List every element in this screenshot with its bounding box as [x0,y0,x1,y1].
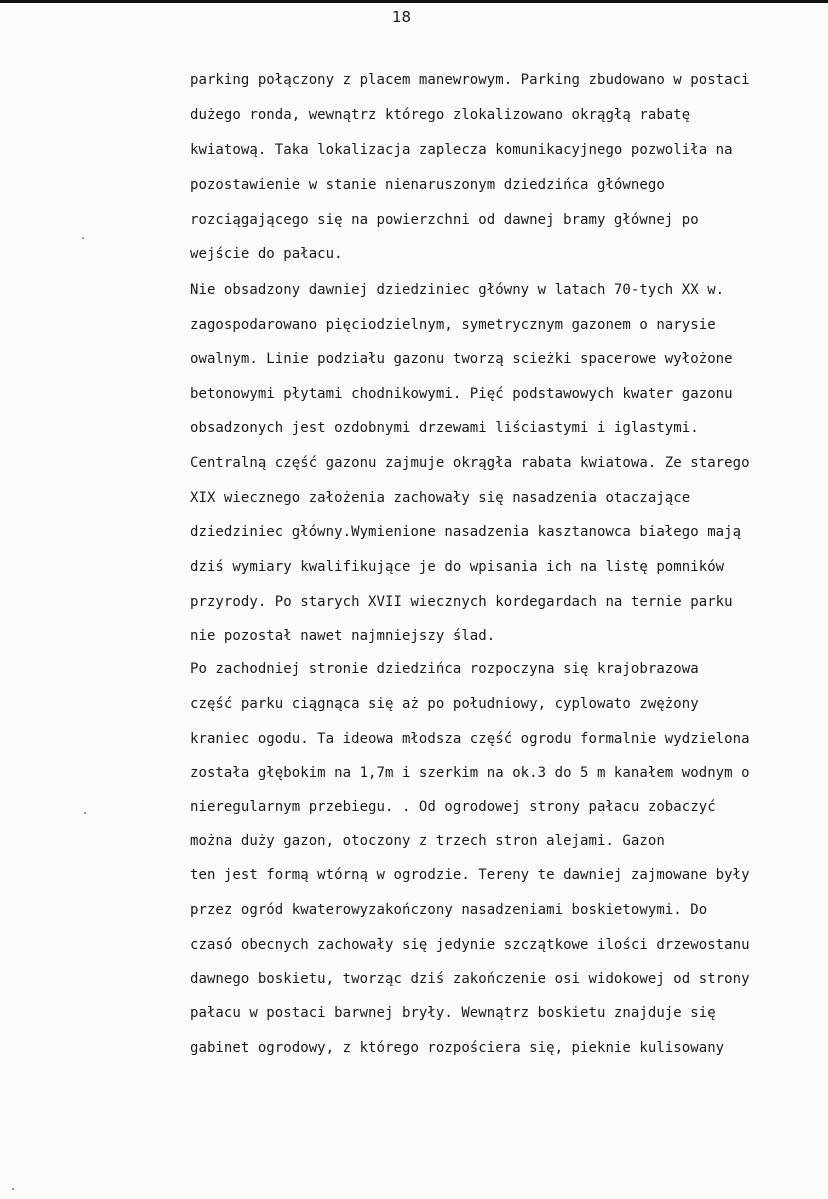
text-line: dziedziniec główny.Wymienione nasadzenia kasztanowca białego mają [190,524,742,540]
page-number: 18 [392,8,412,26]
text-line: XIX wiecznego założenia zachowały się nasadzenia otaczające [190,490,691,506]
text-line: gabinet ogrodowy, z którego rozpościera się, pieknie kulisowany [190,1040,725,1056]
text-line: dziś wymiary kwalifikujące je do wpisania ich na listę pomników [190,559,725,575]
text-line: betonowymi płytami chodnikowymi. Pięć podstawowych kwater gazonu [190,386,733,402]
text-line: nieregularnym przebiegu. . Od ogrodowej strony pałacu zobaczyć [190,799,716,815]
text-line: zagospodarowano pięciodzielnym, symetrycznym gazonem o narysie [190,317,716,333]
text-line: parking połączony z placem manewrowym. Parking zbudowano w postaci [190,72,750,88]
page-top-edge [0,0,828,3]
text-line: została głębokim na 1,7m i szerkim na ok.3 do 5 m kanałem wodnym o [190,765,750,781]
text-line: rozciągającego się na powierzchni od dawnej bramy głównej po [190,212,699,228]
text-line: przyrody. Po starych XVII wiecznych kordegardach na ternie parku [190,594,733,610]
text-line: można duży gazon, otoczony z trzech stron alejami. Gazon [190,833,665,849]
text-line: nie pozostał nawet najmniejszy ślad. [190,628,496,644]
text-line: obsadzonych jest ozdobnymi drzewami liściastymi i iglastymi. [190,420,699,436]
scan-speck [82,237,84,239]
text-line: dawnego boskietu, tworząc dziś zakończenie osi widokowej od strony [190,971,750,987]
scan-speck [84,812,86,814]
text-line: czasó obecnych zachowały się jedynie szczątkowe ilości drzewostanu [190,937,750,953]
text-line: wejście do pałacu. [190,246,343,262]
text-line: pozostawienie w stanie nienaruszonym dziedzińca głównego [190,177,665,193]
text-line: Po zachodniej stronie dziedzińca rozpoczyna się krajobrazowa [190,661,699,677]
text-line: owalnym. Linie podziału gazonu tworzą scieżki spacerowe wyłożone [190,351,733,367]
text-line: ten jest formą wtórną w ogrodzie. Tereny te dawniej zajmowane były [190,867,750,883]
text-line: pałacu w postaci barwnej bryły. Wewnątrz boskietu znajduje się [190,1005,716,1021]
text-line: Centralną część gazonu zajmuje okrągła rabata kwiatowa. Ze starego [190,455,750,471]
text-line: przez ogród kwaterowyzakończony nasadzeniami boskietowymi. Do [190,902,708,918]
text-line: część parku ciągnąca się aż po południowy, cyplowato zwężony [190,696,699,712]
text-line: dużego ronda, wewnątrz którego zlokalizowano okrągłą rabatę [190,107,691,123]
scan-speck [12,1188,14,1190]
text-line: kwiatową. Taka lokalizacja zaplecza komunikacyjnego pozwoliła na [190,142,733,158]
text-line: kraniec ogodu. Ta ideowa młodsza część ogrodu formalnie wydzielona [190,731,750,747]
text-line: Nie obsadzony dawniej dziedziniec główny w latach 70-tych XX w. [190,282,725,298]
